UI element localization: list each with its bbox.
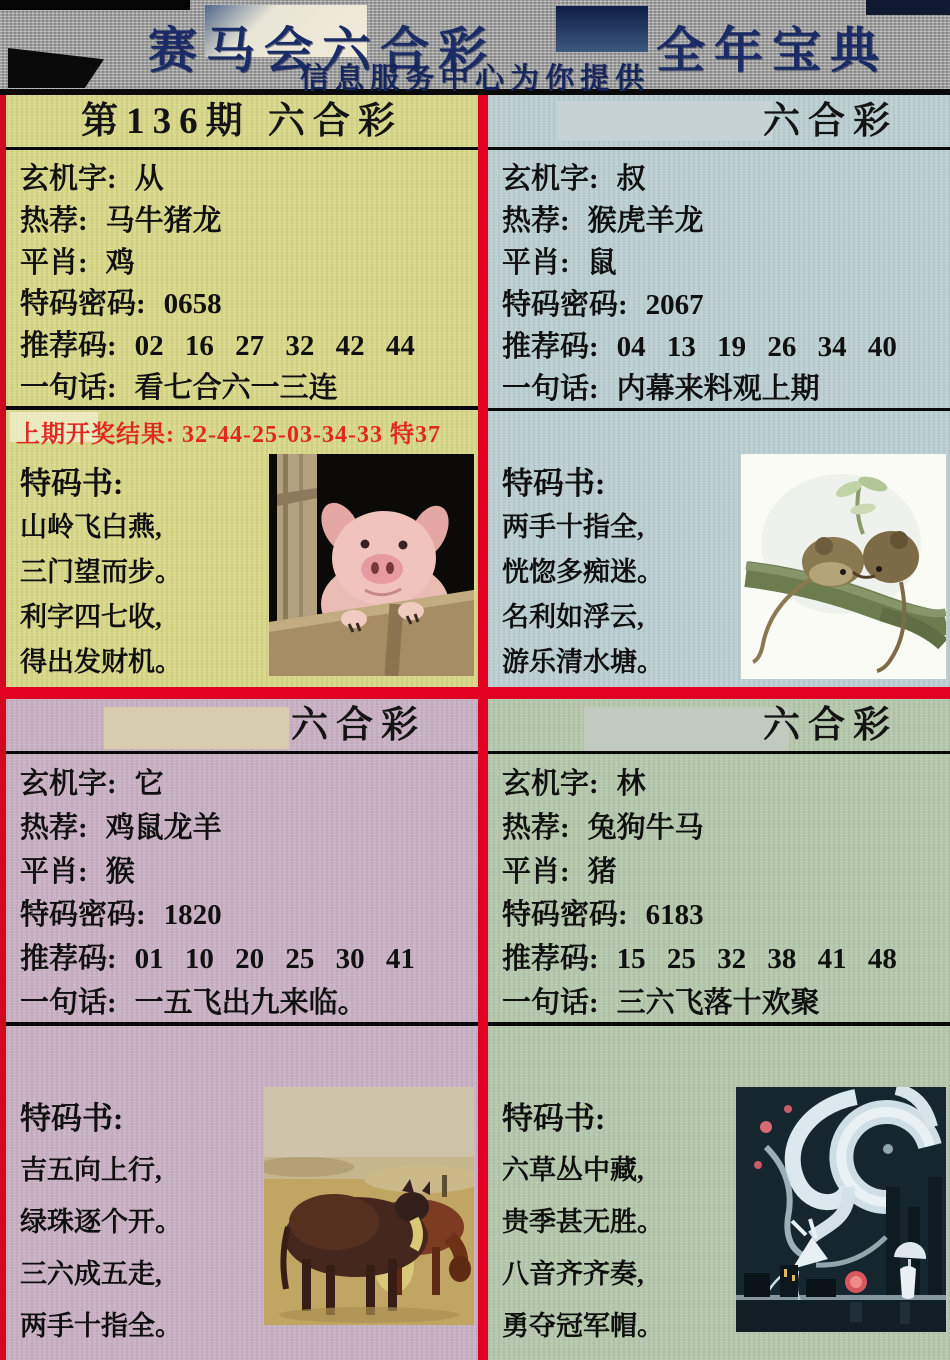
poem-line: 山岭飞白燕, xyxy=(20,512,162,542)
panel-title-text: 六合彩 xyxy=(763,101,898,142)
field-label: 一句话: xyxy=(502,986,599,1019)
field-row-xuanjizi xyxy=(20,761,472,802)
poem-line: 勇夺冠军帽。 xyxy=(502,1311,664,1341)
poem-line: 八音齐齐奏, xyxy=(502,1259,644,1289)
field-value: 猴 xyxy=(105,855,135,888)
field-row-tuijianma xyxy=(20,323,472,364)
field-value: 01 10 20 25 30 41 xyxy=(134,942,415,975)
cattle-photo xyxy=(264,1077,474,1358)
field-label: 玄机字: xyxy=(502,768,599,801)
panel-title xyxy=(6,699,478,751)
poem-line: 绿珠逐个开。 xyxy=(20,1207,182,1237)
spacer-strip xyxy=(488,411,950,448)
field-row-pingxiao xyxy=(502,240,944,281)
field-row-xuanjizi xyxy=(502,761,944,802)
field-label: 热荐: xyxy=(502,811,570,844)
field-row-rejian xyxy=(502,198,944,239)
poem-line: 两手十指全, xyxy=(502,512,644,542)
page-header xyxy=(0,0,950,95)
poem-line: 贵季甚无胜。 xyxy=(502,1207,664,1237)
panel-title xyxy=(488,699,950,751)
field-row-yijuhua xyxy=(20,365,472,406)
field-label: 特码密码: xyxy=(502,289,628,322)
field-label: 特码密码: xyxy=(20,899,146,932)
field-value: 1820 xyxy=(163,899,222,932)
field-row-tema-mima xyxy=(502,282,944,323)
panel-title xyxy=(6,95,478,147)
header-black-bar xyxy=(0,0,190,10)
poem-line: 游乐清水塘。 xyxy=(502,647,664,677)
field-value: 从 xyxy=(134,163,164,196)
field-value: 鸡 xyxy=(105,246,135,279)
panel-bottom-right xyxy=(488,699,950,1360)
field-row-xuanjizi xyxy=(20,156,472,197)
poem-line: 三门望而步。 xyxy=(20,557,182,587)
field-value: 02 16 27 32 42 44 xyxy=(134,330,415,363)
field-label: 平肖: xyxy=(502,855,570,888)
poem-line: 利字四七收, xyxy=(20,602,162,632)
poem-area xyxy=(6,448,478,687)
field-value: 它 xyxy=(134,768,164,801)
field-value: 6183 xyxy=(645,899,704,932)
field-row-yijuhua xyxy=(502,366,944,407)
field-value: 鼠 xyxy=(587,247,617,280)
field-value: 三六飞落十欢聚 xyxy=(616,986,820,1019)
field-value: 0658 xyxy=(163,288,222,321)
horizontal-red-divider xyxy=(0,687,950,699)
poem-block xyxy=(20,1077,264,1358)
field-row-pingxiao xyxy=(502,849,944,890)
field-label: 一句话: xyxy=(20,986,117,1019)
poem-line: 吉五向上行, xyxy=(20,1155,162,1185)
field-value: 兔狗牛马 xyxy=(587,811,704,844)
field-value: 猪 xyxy=(587,855,617,888)
field-row-yijuhua xyxy=(20,980,472,1021)
field-value: 鸡鼠龙羊 xyxy=(105,811,222,844)
field-label: 玄机字: xyxy=(20,163,117,196)
field-label: 一句话: xyxy=(20,371,117,404)
dragon-artwork xyxy=(736,1077,946,1358)
last-draw-strip xyxy=(6,410,478,448)
field-value: 2067 xyxy=(645,289,704,322)
poem-line: 恍惚多痴迷。 xyxy=(502,557,664,587)
page-subtitle: 信息服务中心为你提供 xyxy=(299,63,650,95)
field-row-rejian xyxy=(20,805,472,846)
panel-top-left xyxy=(6,95,478,687)
field-value: 马牛猪龙 xyxy=(105,204,222,237)
field-value: 叔 xyxy=(616,163,646,196)
poem-line: 三六成五走, xyxy=(20,1259,162,1289)
field-value: 猴虎羊龙 xyxy=(587,205,704,238)
panel-title-text: 第136期 六合彩 xyxy=(81,101,403,142)
spacer-strip xyxy=(488,1026,950,1071)
field-row-pingxiao xyxy=(20,849,472,890)
field-label: 热荐: xyxy=(20,204,88,237)
censored-patch xyxy=(584,707,789,751)
field-list xyxy=(6,754,478,1022)
poem-line: 两手十指全。 xyxy=(20,1311,182,1341)
field-value: 一五飞出九来临。 xyxy=(134,986,367,1019)
field-label: 特码密码: xyxy=(502,899,628,932)
poem-block xyxy=(502,1077,736,1358)
field-label: 玄机字: xyxy=(502,163,599,196)
field-row-tema-mima xyxy=(20,892,472,933)
field-label: 推荐码: xyxy=(502,331,599,364)
field-label: 玄机字: xyxy=(20,768,117,801)
field-value: 04 13 19 26 34 40 xyxy=(616,331,897,364)
field-row-tuijianma xyxy=(502,936,944,977)
poem-area xyxy=(488,1071,950,1360)
field-row-tuijianma xyxy=(20,936,472,977)
field-row-yijuhua xyxy=(502,980,944,1021)
pig-photo xyxy=(268,454,474,685)
last-draw-result: 上期开奖结果: 32-44-25-03-34-33 特37 xyxy=(16,422,441,448)
poem-line: 得出发财机。 xyxy=(20,647,182,677)
page-title-left: 赛马会六合彩 xyxy=(148,23,497,78)
page-title-right: 全年宝典 xyxy=(656,23,889,78)
vertical-red-divider xyxy=(478,95,488,1360)
poem-title: 特码书: xyxy=(20,466,124,501)
field-value: 看七合六一三连 xyxy=(134,371,338,404)
poem-block xyxy=(502,454,741,685)
field-row-xuanjizi xyxy=(502,156,944,197)
field-list xyxy=(6,150,478,406)
poem-title: 特码书: xyxy=(502,1101,606,1136)
field-label: 平肖: xyxy=(20,246,88,279)
field-row-tuijianma xyxy=(502,324,944,365)
field-list xyxy=(488,150,950,408)
panel-title-text: 六合彩 xyxy=(763,705,898,746)
censored-patch xyxy=(558,101,773,141)
field-label: 热荐: xyxy=(20,811,88,844)
field-label: 平肖: xyxy=(502,247,570,280)
field-label: 特码密码: xyxy=(20,288,146,321)
field-label: 推荐码: xyxy=(20,942,117,975)
field-row-rejian xyxy=(20,198,472,239)
field-label: 平肖: xyxy=(20,855,88,888)
field-row-rejian xyxy=(502,805,944,846)
spacer-strip xyxy=(6,1026,478,1071)
field-value: 林 xyxy=(616,768,646,801)
poem-line: 六草丛中藏, xyxy=(502,1155,644,1185)
field-label: 推荐码: xyxy=(20,330,117,363)
field-label: 推荐码: xyxy=(502,942,599,975)
panel-bottom-left xyxy=(6,699,478,1360)
field-row-pingxiao xyxy=(20,240,472,281)
poem-block xyxy=(20,454,268,685)
panel-top-right xyxy=(488,95,950,687)
mice-illustration xyxy=(741,454,946,685)
panel-title xyxy=(488,95,950,147)
field-row-tema-mima xyxy=(20,281,472,322)
poem-line: 名利如浮云, xyxy=(502,602,644,632)
poem-area xyxy=(6,1071,478,1360)
field-row-tema-mima xyxy=(502,892,944,933)
field-label: 热荐: xyxy=(502,205,570,238)
censored-patch xyxy=(104,707,289,749)
poem-title: 特码书: xyxy=(20,1101,124,1136)
field-list xyxy=(488,754,950,1022)
panel-title-text: 六合彩 xyxy=(291,705,426,746)
field-label: 一句话: xyxy=(502,373,599,406)
field-value: 15 25 32 38 41 48 xyxy=(616,942,897,975)
field-value: 内幕来料观上期 xyxy=(616,373,820,406)
page-title xyxy=(0,12,950,78)
poem-area xyxy=(488,448,950,687)
poem-title: 特码书: xyxy=(502,466,606,501)
